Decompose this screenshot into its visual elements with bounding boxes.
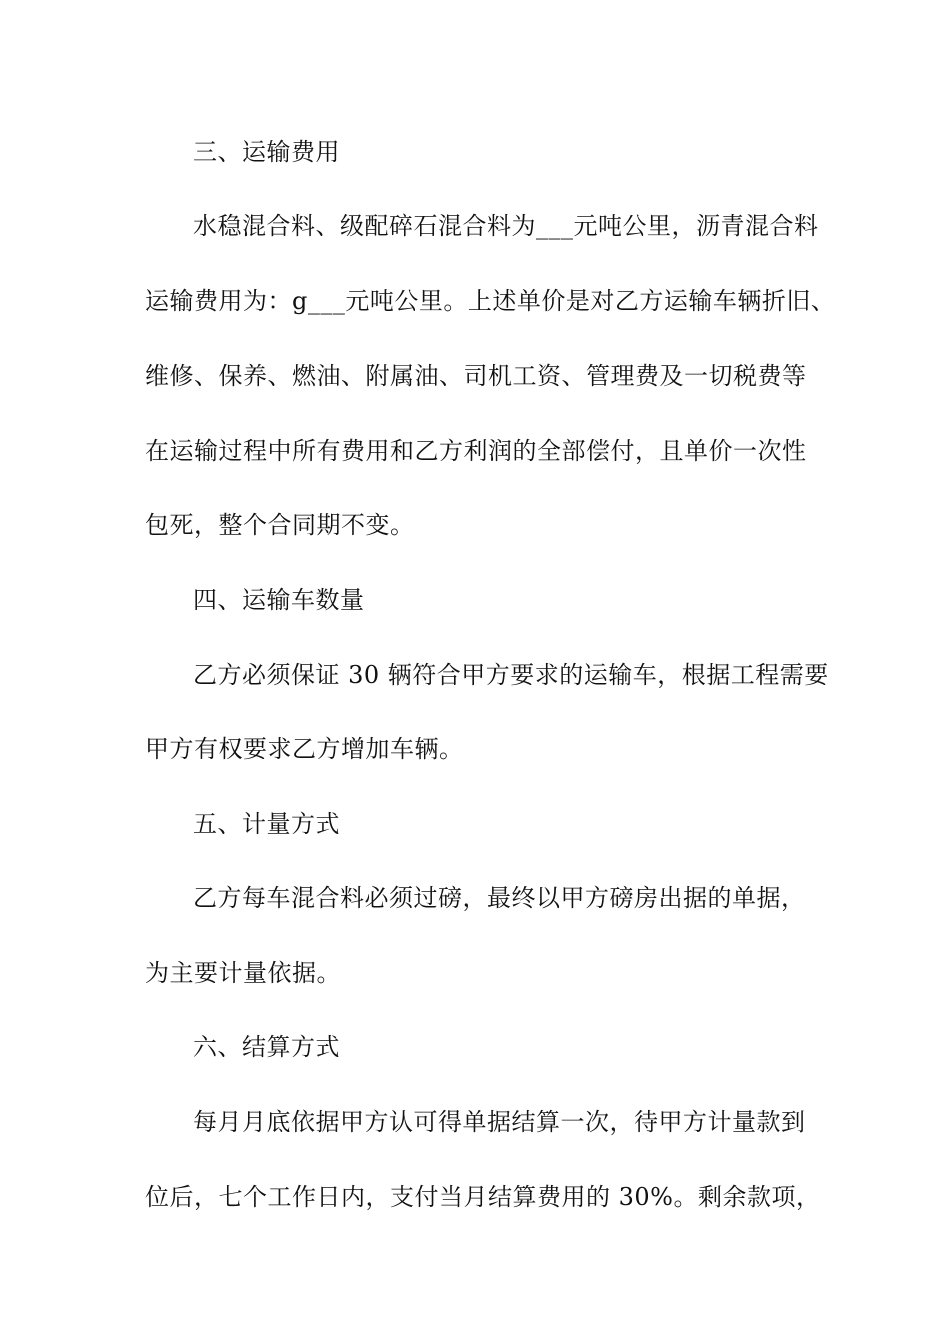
paragraph-line: 位后，七个工作日内，支付当月结算费用的 30%。剩余款项， — [145, 1183, 821, 1211]
paragraph-line: 为主要计量依据。 — [145, 959, 341, 987]
paragraph-line: 水稳混合料、级配碎石混合料为___元吨公里，沥青混合料 — [193, 212, 819, 240]
paragraph-line: 在运输过程中所有费用和乙方利润的全部偿付，且单价一次性 — [145, 437, 807, 465]
paragraph-line: 每月月底依据甲方认可得单据结算一次，待甲方计量款到 — [193, 1108, 806, 1136]
section-heading-transport-fee: 三、运输费用 — [193, 138, 340, 166]
section-heading-measurement: 五、计量方式 — [193, 810, 340, 838]
paragraph-line: 乙方必须保证 30 辆符合甲方要求的运输车，根据工程需要 — [193, 661, 829, 689]
paragraph-line: 维修、保养、燃油、附属油、司机工资、管理费及一切税费等 — [145, 362, 807, 390]
paragraph-line: 甲方有权要求乙方增加车辆。 — [145, 735, 464, 763]
section-heading-settlement: 六、结算方式 — [193, 1033, 340, 1061]
paragraph-line: 运输费用为：g___元吨公里。上述单价是对乙方运输车辆折旧、 — [145, 287, 836, 315]
section-heading-vehicle-count: 四、运输车数量 — [193, 586, 365, 614]
paragraph-line: 包死，整个合同期不变。 — [145, 511, 415, 539]
paragraph-line: 乙方每车混合料必须过磅，最终以甲方磅房出据的单据， — [193, 884, 806, 912]
